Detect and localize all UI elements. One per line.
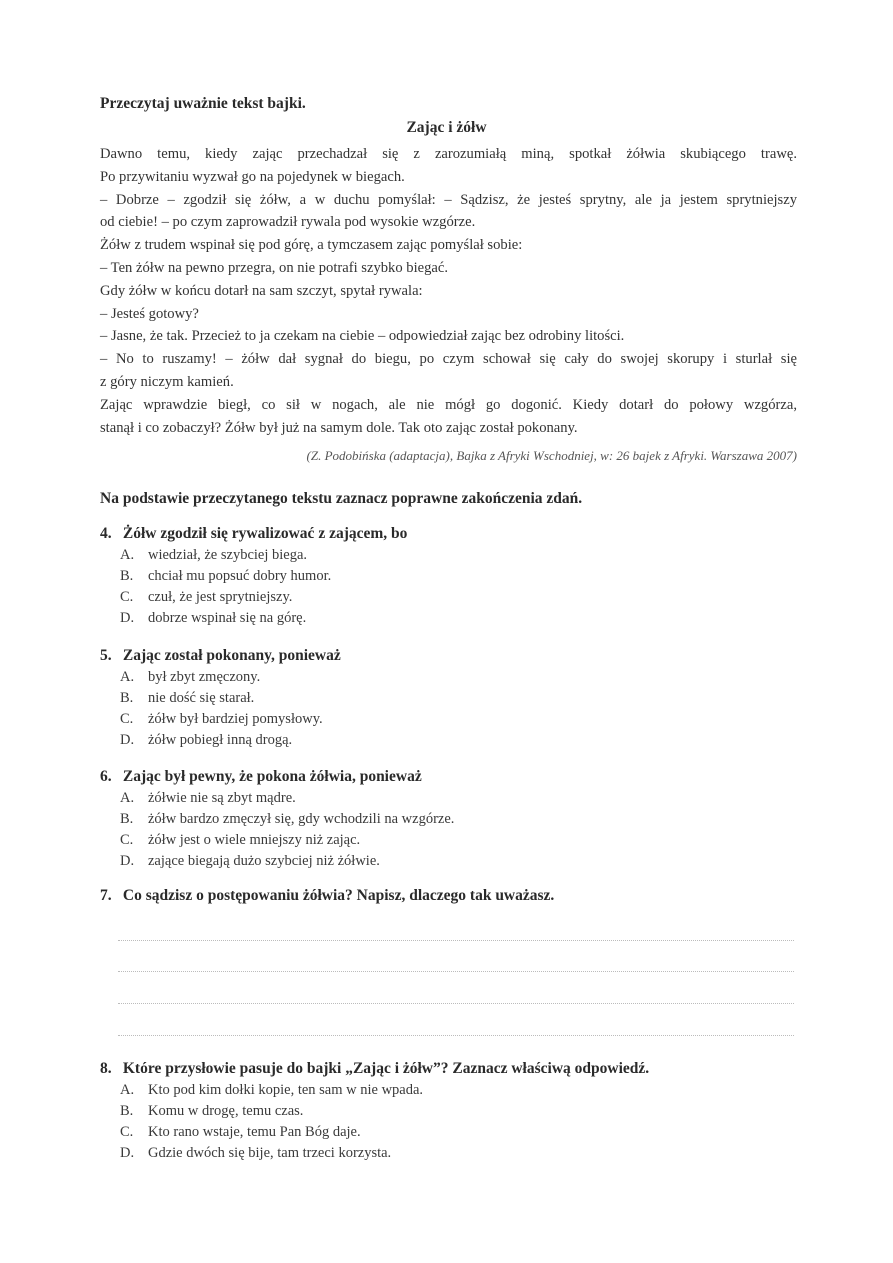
answer-option-b[interactable]: [120, 809, 800, 830]
option-text: chciał mu popsuć dobry humor.: [148, 568, 332, 584]
answer-option-c[interactable]: [120, 1122, 800, 1143]
answer-option-a[interactable]: [120, 667, 800, 688]
story-line: – Jasne, że tak. Przecież to ja czekam na ciebie – odpowiedział zając bez odrobiny litości.: [100, 328, 625, 345]
story-line: – Jesteś gotowy?: [100, 305, 199, 322]
story-title-text: Zając i żółw: [406, 119, 487, 136]
story-line: – No to ruszamy! – żółw dał sygnał do biegu, po czym schował się cały do swojej skorupy i sturlał się: [100, 351, 797, 368]
story-line: Gdy żółw w końcu dotarł na sam szczyt, spytał rywala:: [100, 282, 423, 299]
answer-writing-line[interactable]: [118, 940, 794, 941]
task-instruction: Na podstawie przeczytanego tekstu zaznacz poprawne zakończenia zdań.: [100, 490, 583, 507]
question-title: [100, 645, 800, 667]
story-line: – Dobrze – zgodził się żółw, a w duchu pomyślał: – Sądzisz, że jesteś sprytny, ale ja jestem sprytniejszy: [100, 191, 797, 208]
question-number: 6.: [100, 768, 112, 785]
question-5: [100, 645, 800, 751]
question-text: Zając był pewny, że pokona żółwia, ponieważ: [122, 768, 422, 785]
option-text: wiedział, że szybciej biega.: [148, 547, 308, 563]
option-text: Kto rano wstaje, temu Pan Bóg daje.: [148, 1124, 361, 1140]
question-title: [100, 885, 800, 907]
option-letter: D.: [120, 1145, 135, 1161]
option-letter: B.: [120, 568, 134, 584]
option-letter: A.: [120, 547, 135, 563]
story-line: Żółw z trudem wspinał się pod górę, a tymczasem zając pomyślał sobie:: [100, 237, 523, 254]
answer-writing-line[interactable]: [118, 971, 794, 972]
option-text: był zbyt zmęczony.: [148, 669, 261, 685]
option-text: żółw pobiegł inną drogą.: [148, 732, 293, 748]
question-number: 4.: [100, 525, 112, 542]
question-7: [100, 885, 800, 907]
option-text: nie dość się starał.: [148, 690, 255, 706]
answer-option-b[interactable]: [120, 688, 800, 709]
answer-writing-line[interactable]: [118, 1035, 794, 1036]
option-letter: C.: [120, 711, 134, 727]
question-title: [100, 523, 800, 545]
answer-option-d[interactable]: [120, 1143, 800, 1164]
option-letter: B.: [120, 811, 134, 827]
option-text: żółw jest o wiele mniejszy niż zając.: [148, 832, 361, 848]
answer-option-b[interactable]: [120, 1101, 800, 1122]
option-letter: A.: [120, 669, 135, 685]
option-text: Komu w drogę, temu czas.: [148, 1103, 304, 1119]
question-title: [100, 766, 800, 788]
option-letter: C.: [120, 589, 134, 605]
option-letter: A.: [120, 790, 135, 806]
story-text: [100, 143, 797, 439]
reading-instruction: Przeczytaj uważnie tekst bajki.: [100, 95, 306, 112]
option-text: żółw był bardziej pomysłowy.: [148, 711, 323, 727]
story-line: stanął i co zobaczył? Żółw był już na samym dole. Tak oto zając został pokonany.: [100, 419, 578, 436]
answer-option-c[interactable]: [120, 709, 800, 730]
option-letter: D.: [120, 732, 135, 748]
option-letter: A.: [120, 1082, 135, 1098]
question-number: 7.: [100, 887, 112, 904]
question-8: [100, 1058, 800, 1164]
story-line: Dawno temu, kiedy zając przechadzał się z zarozumiałą miną, spotkał żółwia skubiącego trawę.: [100, 146, 797, 162]
option-text: żółw bardzo zmęczył się, gdy wchodzili na wzgórze.: [148, 811, 455, 827]
option-letter: D.: [120, 853, 135, 869]
answer-option-c[interactable]: [120, 587, 800, 608]
story-line: z góry niczym kamień.: [100, 373, 234, 390]
question-number: 8.: [100, 1060, 112, 1077]
option-text: żółwie nie są zbyt mądre.: [148, 790, 296, 806]
option-letter: C.: [120, 1124, 134, 1140]
story-source-citation: (Z. Podobińska (adaptacja), Bajka z Afryki Wschodniej, w: 26 bajek z Afryki. Warszawa 2007): [306, 448, 797, 463]
answer-option-d[interactable]: [120, 608, 800, 629]
answer-option-b[interactable]: [120, 566, 800, 587]
answer-option-d[interactable]: [120, 851, 800, 872]
question-text: Które przysłowie pasuje do bajki „Zając i żółw”? Zaznacz właściwą odpowiedź.: [122, 1060, 650, 1077]
option-letter: B.: [120, 690, 134, 706]
option-text: Kto pod kim dołki kopie, ten sam w nie wpada.: [148, 1082, 424, 1098]
option-letter: B.: [120, 1103, 134, 1119]
question-number: 5.: [100, 647, 112, 664]
option-letter: D.: [120, 610, 135, 626]
question-6: [100, 766, 800, 872]
question-4: [100, 523, 800, 629]
answer-option-c[interactable]: [120, 830, 800, 851]
question-text: Co sądzisz o postępowaniu żółwia? Napisz, dlaczego tak uważasz.: [122, 887, 555, 904]
story-line: – Ten żółw na pewno przegra, on nie potrafi szybko biegać.: [100, 259, 449, 276]
question-text: Zając został pokonany, ponieważ: [122, 647, 341, 664]
answer-option-a[interactable]: [120, 788, 800, 809]
story-line: Po przywitaniu wyzwał go na pojedynek w biegach.: [100, 168, 405, 185]
option-text: zające biegają dużo szybciej niż żółwie.: [148, 853, 380, 869]
story-title: [0, 119, 893, 137]
story-line: od ciebie! – po czym zaprowadził rywala pod wysokie wzgórze.: [100, 214, 476, 231]
answer-option-d[interactable]: [120, 730, 800, 751]
question-text: Żółw zgodził się rywalizować z zającem, bo: [122, 525, 408, 542]
answer-writing-line[interactable]: [118, 1003, 794, 1004]
answer-option-a[interactable]: [120, 1080, 800, 1101]
story-line: Zając wprawdzie biegł, co sił w nogach, ale nie mógł go dogonić. Kiedy dotarł do połowy wzgórza,: [100, 396, 797, 413]
option-text: dobrze wspinał się na górę.: [148, 610, 307, 626]
option-text: czuł, że jest sprytniejszy.: [148, 589, 293, 605]
answer-option-a[interactable]: [120, 545, 800, 566]
option-text: Gdzie dwóch się bije, tam trzeci korzysta.: [148, 1145, 392, 1161]
question-title: [100, 1058, 800, 1080]
option-letter: C.: [120, 832, 134, 848]
